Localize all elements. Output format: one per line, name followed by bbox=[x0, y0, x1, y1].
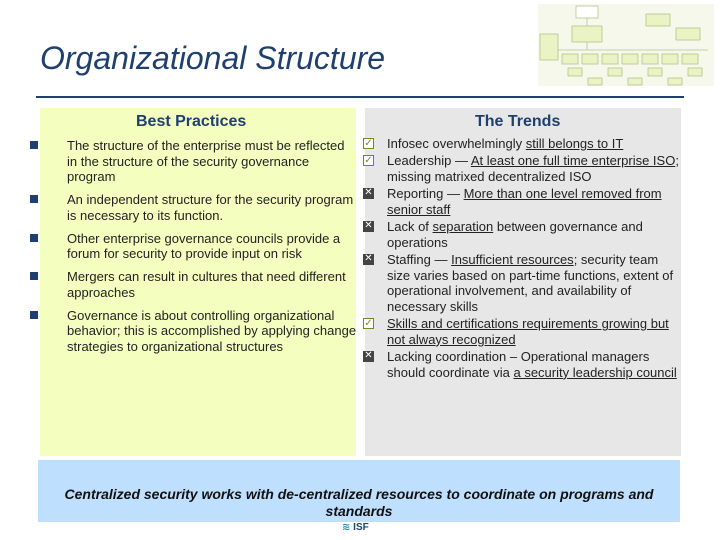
trend-item: ✕ Lack of separation between governance and operations bbox=[364, 219, 643, 250]
checkbox-checked-icon: ✓ bbox=[364, 138, 373, 149]
best-practices-list bbox=[28, 138, 358, 362]
trends-heading: The Trends bbox=[475, 113, 561, 130]
square-bullet-icon bbox=[30, 272, 38, 280]
square-bullet-icon bbox=[30, 234, 38, 242]
best-practice-item: An independent structure for the security program is necessary to its function. bbox=[28, 192, 358, 223]
checkbox-x-icon: ✕ bbox=[364, 252, 373, 264]
best-practice-item: Mergers can result in cultures that need different approaches bbox=[28, 269, 358, 300]
isf-logo: ≋ ISF bbox=[342, 522, 369, 533]
square-bullet-icon bbox=[30, 311, 38, 319]
checkbox-x-icon: ✕ bbox=[364, 220, 373, 232]
trend-item: ✓ Leadership — At least one full time enterprise ISO; missing matrixed decentralized ISO bbox=[364, 153, 679, 184]
org-chart-thumbnail bbox=[538, 4, 714, 86]
trend-item: ✕ Lacking coordination – Operational managers should coordinate via a security leadership council bbox=[364, 349, 677, 380]
trend-item: ✕ Reporting — More than one level removed from senior staff bbox=[364, 186, 662, 217]
logo-mark-icon: ≋ bbox=[342, 522, 351, 533]
trend-item: ✕ Staffing — Insufficient resources; security team size varies based on part-time functions, extent of operational involvement, and availability of necessary skills bbox=[364, 251, 674, 315]
best-practice-item: Other enterprise governance councils provide a forum for security to provide input on risk bbox=[28, 231, 358, 262]
title-divider bbox=[36, 96, 684, 98]
best-practice-item: Governance is about controlling organizational behavior; this is accomplished by applying change strategies to organizational structures bbox=[28, 308, 358, 355]
square-bullet-icon bbox=[30, 141, 38, 149]
checkbox-x-icon: ✕ bbox=[364, 187, 373, 199]
trend-item: ✓ Infosec overwhelmingly still belongs to IT bbox=[364, 136, 624, 151]
trends-list bbox=[360, 136, 680, 382]
best-practices-heading: Best Practices bbox=[136, 113, 247, 130]
trend-item: ✓ Skills and certifications requirements growing but not always recognized bbox=[364, 316, 669, 347]
summary-footer: Centralized security works with de-centralized resources to coordinate on programs and standards bbox=[38, 460, 680, 522]
checkbox-x-icon: ✕ bbox=[364, 350, 373, 362]
slide-title: Organizational Structure bbox=[40, 40, 386, 76]
checkbox-checked-icon: ✓ bbox=[364, 318, 373, 330]
square-bullet-icon bbox=[30, 195, 38, 203]
checkbox-checked-icon: ✓ bbox=[364, 155, 373, 167]
best-practice-item: The structure of the enterprise must be reflected in the structure of the security governance program bbox=[28, 138, 358, 185]
